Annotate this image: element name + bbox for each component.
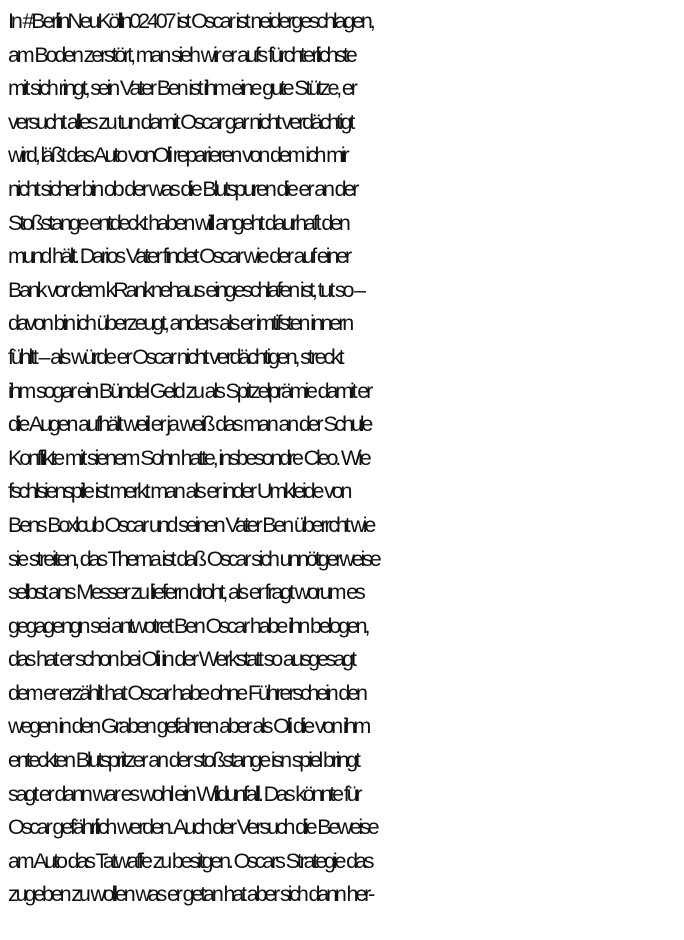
text-line-16: Bens Boxlcub Oscar und seinen Vater Ben überrcht wie bbox=[8, 512, 374, 537]
text-line-18: selbst ans Messer zu liefern droht, als er fragt worum es bbox=[8, 580, 363, 605]
text-line-23: enteckten Blutspritzer an der stoßstange isn spiel bringt bbox=[8, 748, 358, 773]
text-line-22: wegen in den Graben gefahren aber als Oli die von ihm bbox=[8, 714, 369, 739]
text-line-24: sagt er dann war es wohl ein Wildunfall. Das könnte für bbox=[8, 781, 360, 806]
text-line-21: dem er erzählt hat Oscar habe ohne Führerschein den bbox=[8, 680, 365, 705]
text-line-14: Konflikte mit sienem Sohn hatte, insbesondre Cleo. Wie bbox=[8, 445, 369, 470]
text-line-12: ihm sogar ein Bündel Geld zu als Spitzelprämie damit er bbox=[8, 378, 371, 403]
text-line-3: mit sich ringt, sein Vater Ben ist ihm eine gute Stütze, er bbox=[8, 76, 355, 101]
text-line-6: nicht sicher bin ob der was die Blutspuren die er an der bbox=[8, 176, 357, 201]
text-line-9: Bank vor dem kRanknehaus eingeschlafen ist, tut so – bbox=[8, 277, 363, 302]
text-line-4: versucht alles zu tun damit Oscar gar nicht verdächtigt bbox=[8, 109, 353, 134]
text-line-1: In #BerlinNeuKölln02407 ist Oscar ist neidergeschlagen, bbox=[8, 9, 373, 33]
text-line-27: zugeben zu wollen was er getan hat aber sich dann her- bbox=[8, 882, 373, 907]
text-line-8: mund hält. Darios Vater findet Oscar wie der auf einer bbox=[8, 244, 349, 269]
text-line-5: wird, läßt das Auto vonOli reparieren von dem ich mir bbox=[8, 143, 347, 168]
text-line-17: sie streiten, das Thema ist daß Oscar sich unnötgerweise bbox=[8, 546, 379, 571]
text-line-15: fschlsienspile ist merkt man als er inder Umkleide von bbox=[8, 479, 350, 504]
text-line-11: fühltt – als würde er Oscar nicht verdächtigen, streckt bbox=[8, 344, 342, 369]
body-text bbox=[8, 5, 684, 912]
text-line-7: Stoßstange entdeckt haben will angeht daurhaft den bbox=[8, 210, 348, 235]
text-line-19: gegagengn sei antwotret Ben Oscar habe ihn belogen, bbox=[8, 613, 368, 638]
text-line-10: davon bin ich überzeugt, anders als er imtifsten innern bbox=[8, 311, 352, 336]
text-line-13: die Augen aufhält weil er ja weiß das man an der Schule bbox=[8, 412, 371, 437]
text-line-20: das hat er schon bei Oli in der Werkstatt so ausgesagt bbox=[8, 647, 354, 672]
text-line-26: am Auto das Tatwaffe zu besitgen. Oscars Strategie das bbox=[8, 848, 372, 873]
text-line-25: Oscar gefährlich werden. Auch der Versuch die Beweise bbox=[8, 815, 377, 840]
text-line-2: am Boden zerstört, man sieh wir er aufs fürchterlichste bbox=[8, 42, 355, 67]
